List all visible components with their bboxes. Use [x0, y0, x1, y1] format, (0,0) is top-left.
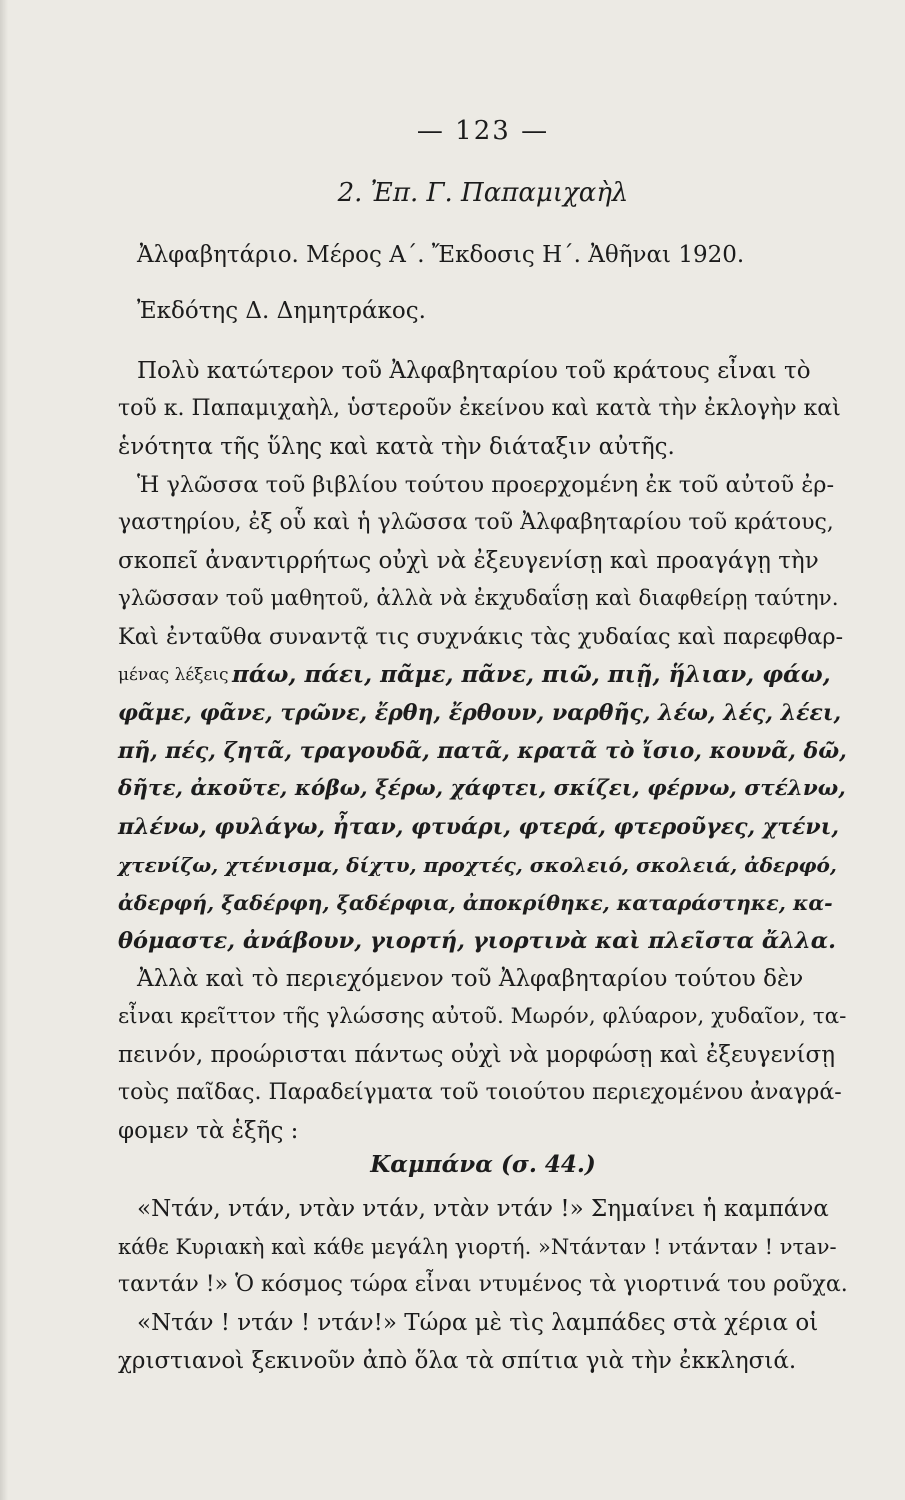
text-line: Πολὺ κατώτερον τοῦ Ἀλφαβηταρίου τοῦ κράτους εἶναι τὸ	[137, 358, 811, 384]
publication-info: Ἀλφαβητάριο. Μέρος Α΄. Ἔκδοσις Η΄. Ἀθῆναι 1920.	[137, 242, 745, 268]
text-line: κάθε Κυριακὴ καὶ κάθε μεγάλη γιορτή. »Ντάνταν ! ντάνταν ! ντaν-	[118, 1235, 837, 1259]
text-line: γλῶσσαν τοῦ μαθητοῦ, ἀλλὰ νὰ ἐκχυδαΐσῃ καὶ διαφθείρῃ ταύτην.	[118, 586, 839, 611]
text-line: Ἡ γλῶσσα τοῦ βιβλίου τούτου προερχομένη ἐκ τοῦ αὐτοῦ ἐρ-	[137, 472, 835, 498]
page-number: — 123 —	[416, 116, 550, 146]
text-line: «Ντάν, ντάν, ντὰν ντάν, ντὰν ντάν !» Σημαίνει ἡ καμπάνα	[137, 1196, 829, 1222]
text-line: πεινόν, προώρισται πάντως οὐχὶ νὰ μορφώσῃ καὶ ἐξευγενίσῃ	[118, 1042, 836, 1068]
text-line-italic: δῆτε, ἀκοῦτε, κόβω, ξέρω, χάφτει, σκίζει, φέρνω, στέλνω,	[118, 776, 846, 801]
text-line: «Ντάν ! ντάν ! ντάν!» Τώρα μὲ τὶς λαμπάδες στὰ χέρια οἱ	[137, 1310, 819, 1336]
text-line-italic: ἀδερφή, ξαδέρφη, ξαδέρφια, ἀποκρίθηκε, καταράστηκε, κα-	[118, 891, 833, 915]
text-line-italic: θόμαστε, ἀνάβουν, γιορτή, γιορτινὰ καὶ πλεῖστα ἄλλα.	[118, 928, 836, 954]
text-line: Ἀλλὰ καὶ τὸ περιεχόμενον τοῦ Ἀλφαβηταρίου τούτου δὲν	[137, 966, 804, 992]
text-line: ἑνότητα τῆς ὕλης καὶ κατὰ τὴν διάταξιν αὐτῆς.	[118, 434, 675, 460]
text-line-italic: πάω, πάει, πᾶμε, πᾶνε, πιῶ, πιῇ, ἥλιαν, φάω,	[232, 661, 831, 688]
text-line: εἶναι κρεῖττον τῆς γλώσσης αὐτοῦ. Μωρόν, φλύαρον, χυδαῖον, τα-	[118, 1004, 847, 1029]
text-line-italic: φᾶμε, φᾶνε, τρῶνε, ἔρθη, ἔρθουν, ναρθῆς, λέω, λές, λέει,	[118, 700, 842, 726]
text-line-italic: πῆ, πές, ζητᾶ, τραγουδᾶ, πατᾶ, κρατᾶ τὸ ἴσιο, κουνᾶ, δῶ,	[118, 738, 847, 764]
text-line: γαστηρίου, ἐξ οὗ καὶ ἡ γλῶσσα τοῦ Ἀλφαβηταρίου τοῦ κράτους,	[118, 510, 834, 535]
publisher-info: Ἐκδότης Δ. Δημητράκος.	[137, 298, 426, 324]
section-heading: 2. Ἐπ. Γ. Παπαμιχαὴλ	[337, 178, 629, 208]
text-line: μένας λέξεις	[118, 665, 229, 685]
text-line: σκοπεῖ ἀναντιρρήτως οὐχὶ νὰ ἐξευγενίσῃ καὶ προαγάγῃ τὴν	[118, 548, 819, 574]
text-line: φομεν τὰ ἑξῆς :	[118, 1118, 299, 1144]
text-line-italic: χτενίζω, χτένισμα, δίχτυ, προχτές, σκολειό, σκολειά, ἀδερφό,	[118, 853, 837, 877]
text-line: τοὺς παῖδας. Παραδείγματα τοῦ τοιούτου περιεχομένου ἀναγρά-	[118, 1080, 842, 1105]
text-line: τοῦ κ. Παπαμιχαὴλ, ὑστεροῦν ἐκείνου καὶ κατὰ τὴν ἐκλογὴν καὶ	[118, 396, 841, 421]
subsection-title: Καμπάνα (σ. 44.)	[370, 1151, 596, 1178]
text-line: Καὶ ἐνταῦθα συναντᾷ τις συχνάκις τὰς χυδαίας καὶ παρεφθαρ-	[118, 624, 844, 650]
text-line: ταντάν !» Ὁ κόσμος τώρα εἶναι ντυμένος τὰ γιορτινά του ροῦχα.	[118, 1272, 848, 1297]
text-line: χριστιανοὶ ξεκινοῦν ἀπὸ ὅλα τὰ σπίτια γιὰ τὴν ἐκκλησιά.	[118, 1348, 797, 1374]
text-line-italic: πλένω, φυλάγω, ἦταν, φτυάρι, φτερά, φτεροῦγες, χτένι,	[118, 814, 839, 840]
page-spine-shadow	[0, 0, 8, 1500]
